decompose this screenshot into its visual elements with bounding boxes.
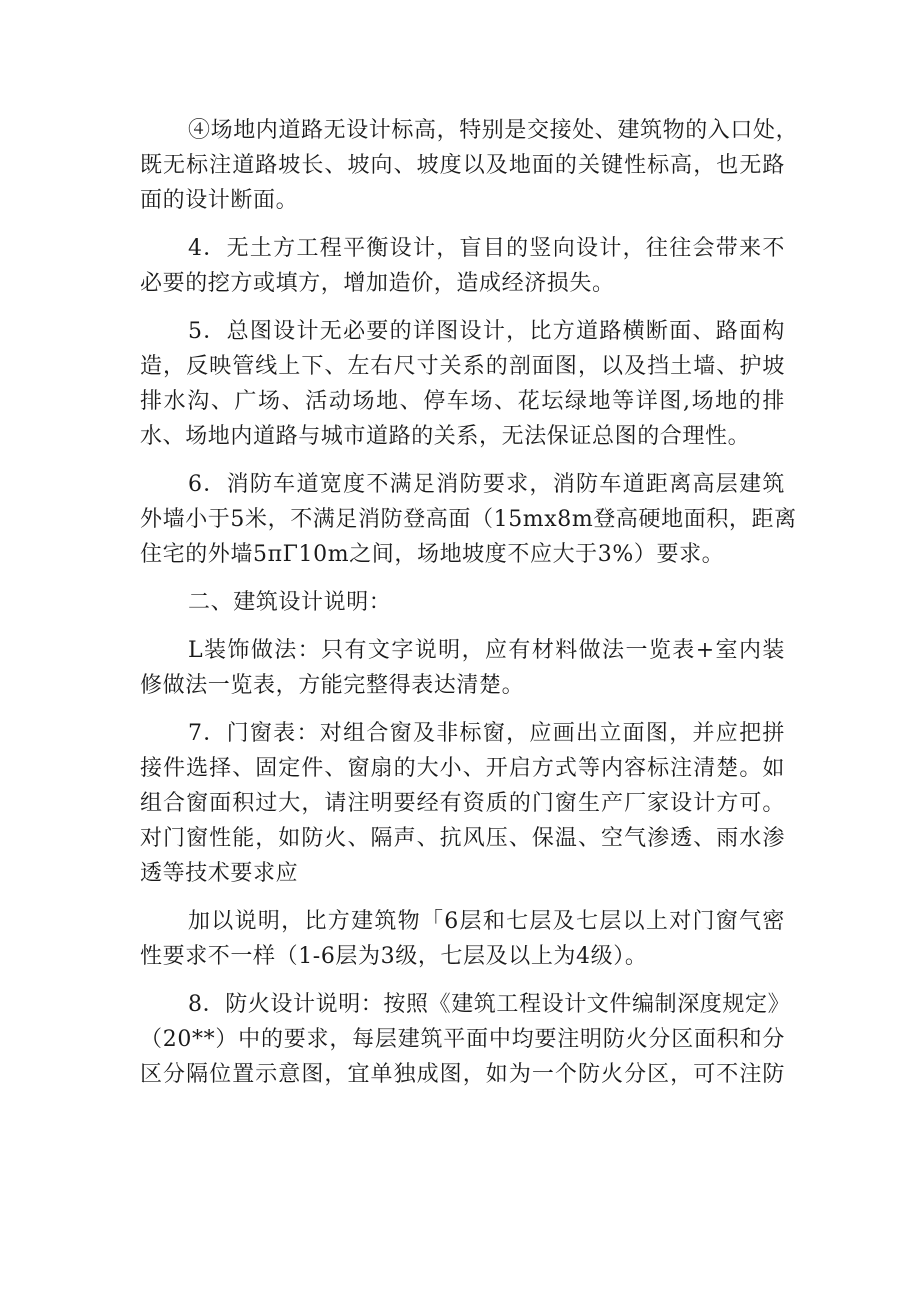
text-line: 5．总图设计无必要的详图设计，比方道路横断面、路面构 xyxy=(188,319,785,344)
section-heading: 二、建筑设计说明： xyxy=(188,590,392,615)
paragraph-item-6 xyxy=(140,467,797,572)
text-line: ④场地内道路无设计标高，特别是交接处、建筑物的入口处， xyxy=(188,118,799,143)
text-line: 4．无土方工程平衡设计，盲目的竖向设计，往往会带来不 xyxy=(188,236,785,261)
text-line: 性要求不一样（1-6层为3级，七层及以上为4级）。 xyxy=(140,944,648,969)
text-line: 透等技术要求应 xyxy=(140,861,299,886)
text-line: 6．消防车道宽度不满足消防要求，消防车道距离高层建筑 xyxy=(188,472,785,497)
paragraph-window-airtightness xyxy=(140,904,785,974)
text-line: 组合窗面积过大，请注明要经有资质的门窗生产厂家设计方可。 xyxy=(140,791,785,816)
paragraph-item-4 xyxy=(140,231,785,301)
text-line: （20**）中的要求，每层建筑平面中均要注明防火分区面积和分 xyxy=(140,1027,785,1052)
paragraph-item-7 xyxy=(140,716,785,891)
text-line: 住宅的外墙5πΓ10m之间，场地坡度不应大于3%）要求。 xyxy=(140,542,725,567)
text-line: 区分隔位置示意图，宜单独成图，如为一个防火分区，可不注防 xyxy=(140,1062,785,1087)
text-line: 8．防火设计说明：按照《建筑工程设计文件编制深度规定》 xyxy=(188,992,791,1017)
text-line: 对门窗性能，如防火、隔声、抗风压、保温、空气渗透、雨水渗 xyxy=(140,826,785,851)
paragraph-road-elevation xyxy=(140,113,799,218)
text-line: 修做法一览表，方能完整得表达清楚。 xyxy=(140,673,525,698)
paragraph-item-8 xyxy=(140,987,791,1092)
text-line: 必要的挖方或填方，增加造价，造成经济损失。 xyxy=(140,271,615,296)
text-line: 7．门窗表：对组合窗及非标窗，应画出立面图，并应把拼 xyxy=(188,721,785,746)
text-line: 既无标注道路坡长、坡向、坡度以及地面的关键性标高，也无路 xyxy=(140,153,785,178)
text-line: 外墙小于5米，不满足消防登高面（15mx8m登高硬地面积，距离 xyxy=(140,507,797,532)
section-heading-architecture xyxy=(140,585,785,620)
text-line: 接件选择、固定件、窗扇的大小、开启方式等内容标注清楚。如 xyxy=(140,756,785,781)
paragraph-item-1-decoration xyxy=(140,633,785,703)
text-line: L装饰做法：只有文字说明，应有材料做法一览表+室内装 xyxy=(188,638,785,663)
text-line: 排水沟、广场、活动场地、停车场、花坛绿地等详图,场地的排 xyxy=(140,389,785,414)
text-line: 加以说明，比方建筑物「6层和七层及七层以上对门窗气密 xyxy=(188,909,785,934)
text-line: 水、场地内道路与城市道路的关系，无法保证总图的合理性。 xyxy=(140,424,751,449)
paragraph-item-5 xyxy=(140,314,785,454)
text-line: 面的设计断面。 xyxy=(140,188,299,213)
document-body xyxy=(140,113,799,1105)
text-line: 造，反映管线上下、左右尺寸关系的剖面图，以及挡土墙、护坡 xyxy=(140,354,785,379)
